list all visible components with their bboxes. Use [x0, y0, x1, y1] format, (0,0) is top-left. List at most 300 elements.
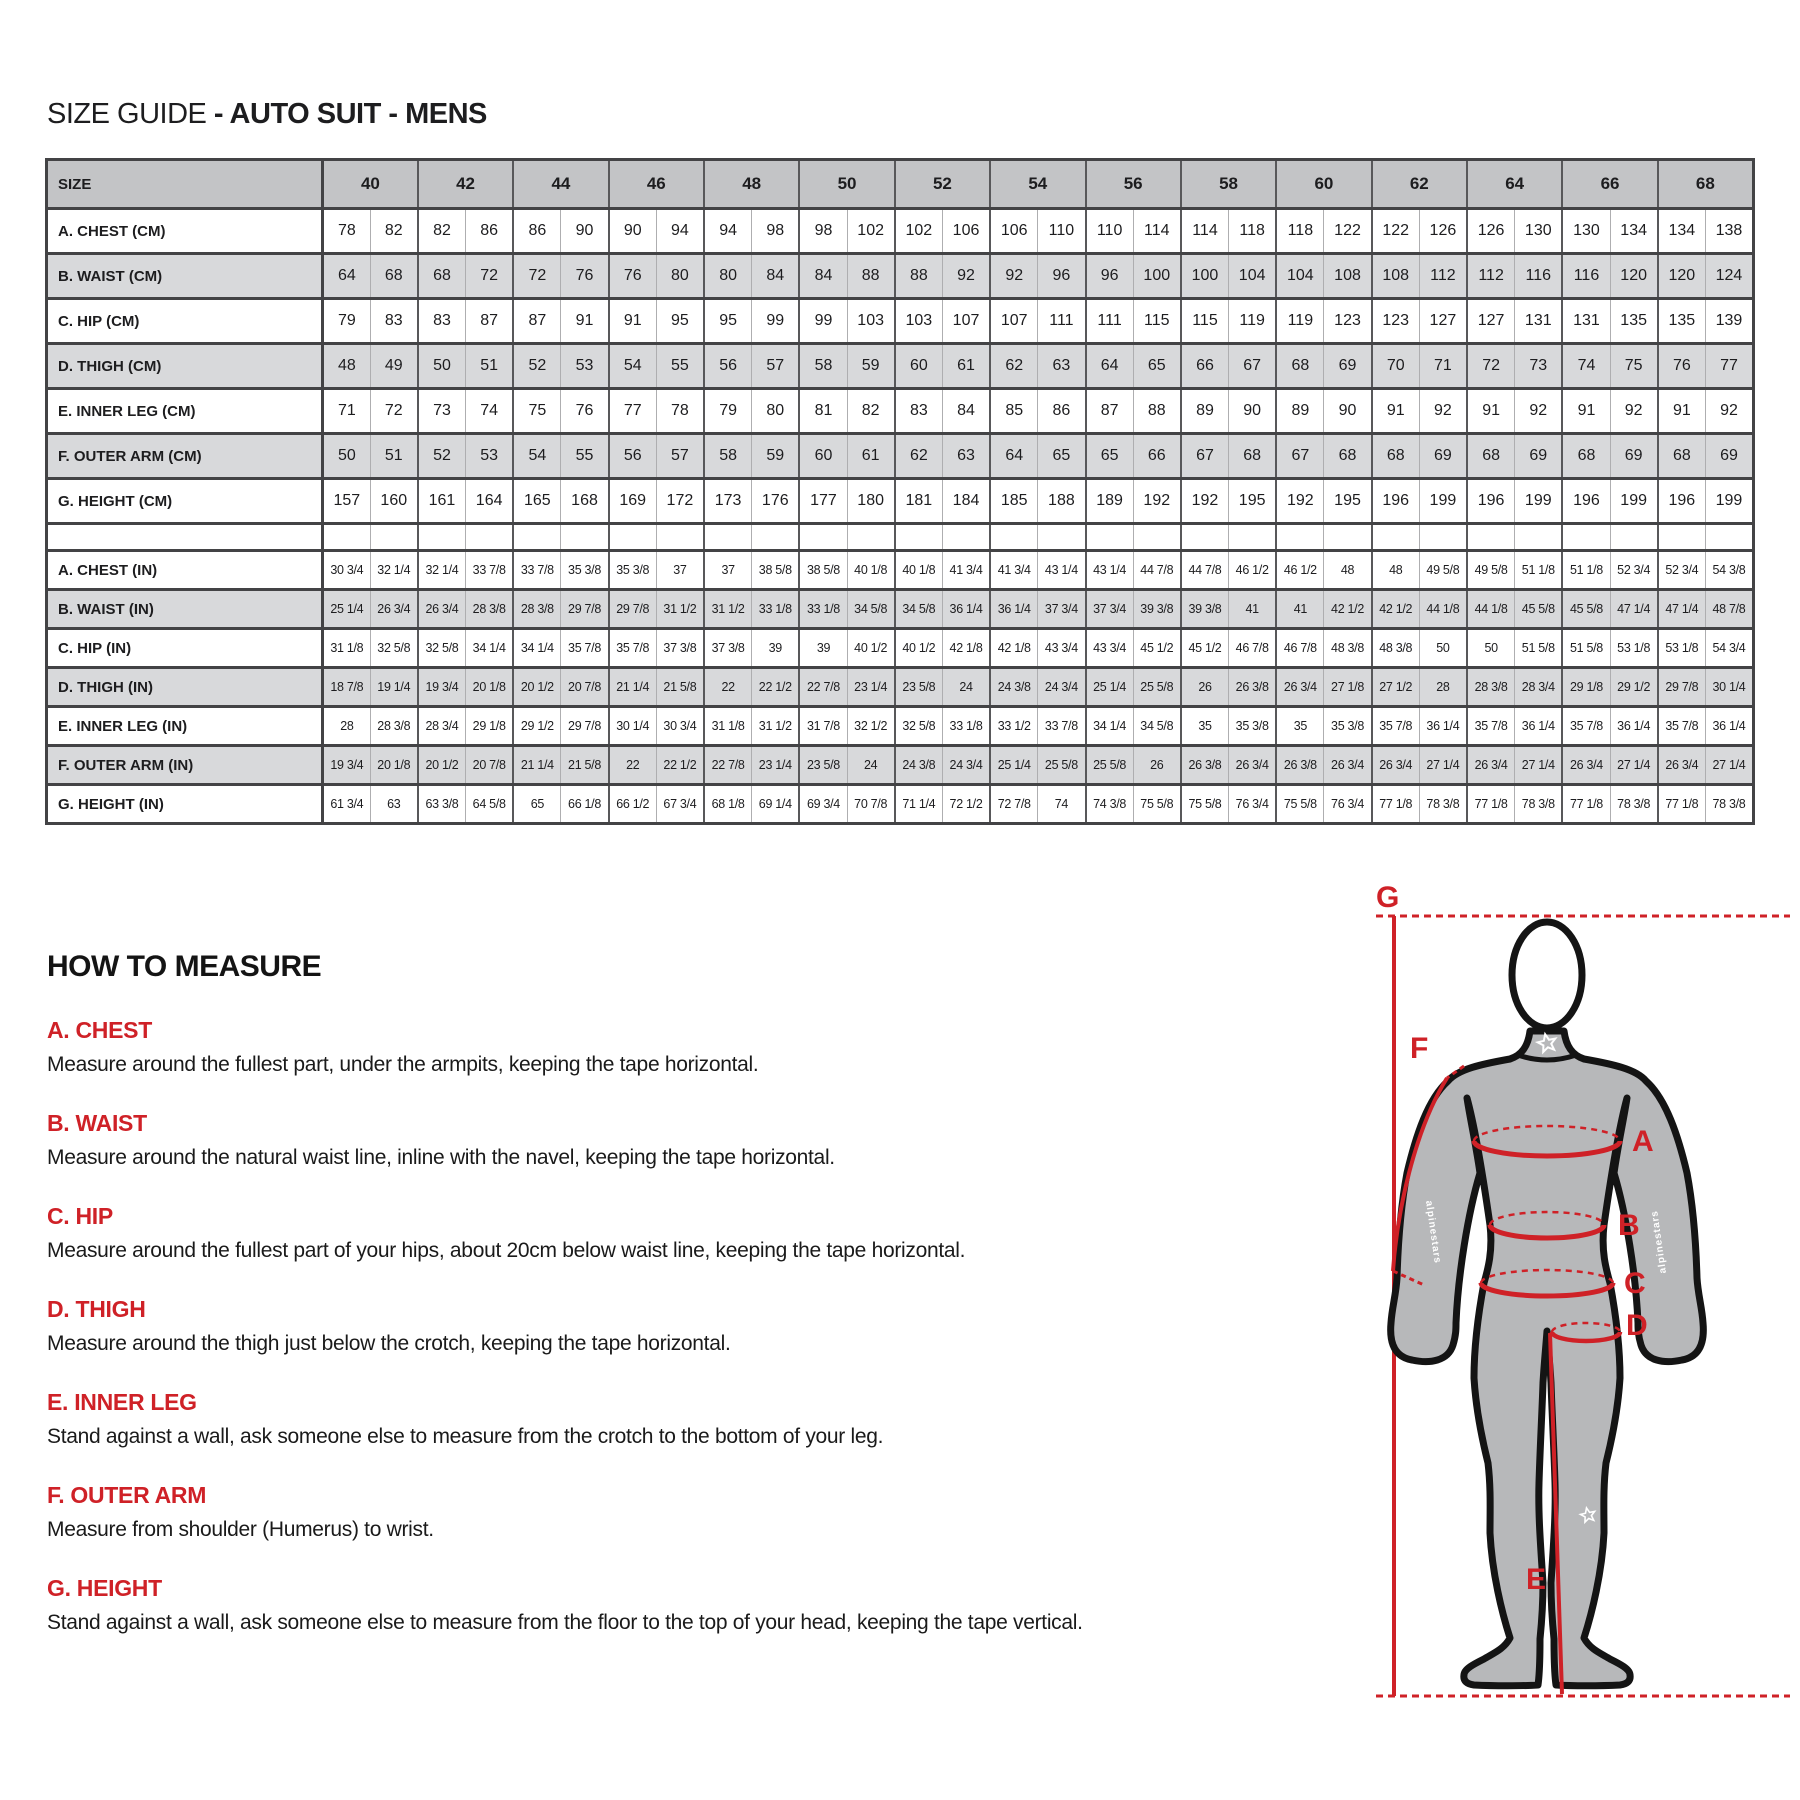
left-arm-logo-text: alpinestars — [1423, 1199, 1443, 1265]
size-value-cell: 59 — [847, 344, 895, 389]
size-value-cell: 54 — [513, 434, 561, 479]
size-value-cell: 131 — [1562, 299, 1610, 344]
size-value-cell: 68 — [1562, 434, 1610, 479]
size-value-cell: 35 3/8 — [609, 551, 657, 590]
size-value-cell: 68 — [1324, 434, 1372, 479]
body-diagram-svg — [1352, 883, 1800, 1800]
size-value-cell: 27 1/4 — [1610, 746, 1658, 785]
size-value-cell: 35 7/8 — [561, 629, 609, 668]
spacer-cell — [1467, 524, 1515, 551]
size-value-cell: 82 — [370, 209, 418, 254]
table-row — [47, 746, 1754, 785]
size-value-cell: 48 — [1324, 551, 1372, 590]
size-value-cell: 31 1/8 — [704, 707, 752, 746]
size-value-cell: 23 1/4 — [847, 668, 895, 707]
size-value-cell: 37 — [656, 551, 704, 590]
size-value-cell: 161 — [418, 479, 466, 524]
size-value-cell: 92 — [1515, 389, 1563, 434]
row-label: G. HEIGHT (CM) — [47, 479, 323, 524]
size-value-cell: 119 — [1276, 299, 1324, 344]
size-value-cell: 41 3/4 — [942, 551, 990, 590]
size-value-cell: 54 — [609, 344, 657, 389]
diagram-label-a: A — [1632, 1125, 1654, 1158]
head — [1512, 922, 1582, 1028]
measure-section-text: Measure around the fullest part, under the armpits, keeping the tape horizontal. — [47, 1053, 759, 1076]
size-value-cell: 35 3/8 — [1229, 707, 1277, 746]
size-value-cell: 84 — [752, 254, 800, 299]
size-value-cell: 111 — [1038, 299, 1086, 344]
size-value-cell: 77 — [609, 389, 657, 434]
size-value-cell: 39 3/8 — [1181, 590, 1229, 629]
size-value-cell: 25 1/4 — [323, 590, 371, 629]
size-value-cell: 39 — [799, 629, 847, 668]
size-value-cell: 82 — [847, 389, 895, 434]
size-value-cell: 21 1/4 — [609, 668, 657, 707]
size-value-cell: 29 7/8 — [609, 590, 657, 629]
row-label: B. WAIST (CM) — [47, 254, 323, 299]
size-value-cell: 115 — [1133, 299, 1181, 344]
table-row — [47, 590, 1754, 629]
size-value-cell: 45 1/2 — [1133, 629, 1181, 668]
size-value-cell: 65 — [1133, 344, 1181, 389]
size-value-cell: 196 — [1467, 479, 1515, 524]
spacer-cell — [1038, 524, 1086, 551]
size-value-cell: 108 — [1324, 254, 1372, 299]
size-value-cell: 21 5/8 — [561, 746, 609, 785]
size-value-cell: 188 — [1038, 479, 1086, 524]
size-value-cell: 26 3/4 — [1372, 746, 1420, 785]
size-value-cell: 20 1/2 — [513, 668, 561, 707]
size-value-cell: 58 — [799, 344, 847, 389]
size-value-cell: 37 3/8 — [656, 629, 704, 668]
size-col-header: 68 — [1658, 160, 1754, 209]
size-value-cell: 122 — [1372, 209, 1420, 254]
size-value-cell: 31 7/8 — [799, 707, 847, 746]
size-value-cell: 60 — [895, 344, 943, 389]
size-value-cell: 29 7/8 — [561, 590, 609, 629]
size-value-cell: 53 1/8 — [1658, 629, 1706, 668]
table-row — [47, 629, 1754, 668]
size-value-cell: 66 1/2 — [609, 785, 657, 824]
size-value-cell: 83 — [895, 389, 943, 434]
row-label: F. OUTER ARM (CM) — [47, 434, 323, 479]
size-value-cell: 90 — [609, 209, 657, 254]
spacer-cell — [1610, 524, 1658, 551]
size-value-cell: 30 1/4 — [609, 707, 657, 746]
how-to-measure-list — [47, 1017, 1197, 1635]
size-value-cell: 76 — [1658, 344, 1706, 389]
size-value-cell: 127 — [1419, 299, 1467, 344]
size-value-cell: 76 — [609, 254, 657, 299]
size-value-cell: 46 7/8 — [1229, 629, 1277, 668]
size-value-cell: 34 1/4 — [513, 629, 561, 668]
size-value-cell: 87 — [466, 299, 514, 344]
size-value-cell: 77 1/8 — [1658, 785, 1706, 824]
size-value-cell: 26 3/8 — [1229, 668, 1277, 707]
size-col-header: 58 — [1181, 160, 1276, 209]
size-value-cell: 67 3/4 — [656, 785, 704, 824]
measure-section-text: Measure around the fullest part of your hips, about 20cm below waist line, keeping the tape horizontal. — [47, 1239, 966, 1262]
size-value-cell: 83 — [370, 299, 418, 344]
size-value-cell: 76 — [561, 389, 609, 434]
size-value-cell: 63 — [942, 434, 990, 479]
size-value-cell: 47 1/4 — [1610, 590, 1658, 629]
row-label: D. THIGH (CM) — [47, 344, 323, 389]
size-value-cell: 84 — [942, 389, 990, 434]
size-value-cell: 106 — [942, 209, 990, 254]
size-value-cell: 36 1/4 — [942, 590, 990, 629]
size-value-cell: 69 — [1610, 434, 1658, 479]
size-value-cell: 33 7/8 — [466, 551, 514, 590]
measure-section-heading: A. CHEST — [47, 1017, 152, 1043]
size-col-header: 48 — [704, 160, 799, 209]
size-value-cell: 119 — [1229, 299, 1277, 344]
spacer-cell — [47, 524, 323, 551]
size-value-cell: 94 — [656, 209, 704, 254]
size-value-cell: 33 1/8 — [942, 707, 990, 746]
size-value-cell: 169 — [609, 479, 657, 524]
size-value-cell: 92 — [1705, 389, 1753, 434]
size-value-cell: 90 — [561, 209, 609, 254]
size-value-cell: 81 — [799, 389, 847, 434]
measure-section-heading: C. HIP — [47, 1203, 113, 1229]
size-value-cell: 131 — [1515, 299, 1563, 344]
table-row — [47, 299, 1754, 344]
size-value-cell: 75 — [1610, 344, 1658, 389]
diagram-label-f: F — [1410, 1032, 1429, 1065]
size-value-cell: 74 — [466, 389, 514, 434]
spacer-cell — [656, 524, 704, 551]
size-value-cell: 51 1/8 — [1562, 551, 1610, 590]
size-col-header: 66 — [1562, 160, 1657, 209]
size-value-cell: 35 — [1181, 707, 1229, 746]
size-value-cell: 104 — [1229, 254, 1277, 299]
spacer-cell — [1324, 524, 1372, 551]
size-value-cell: 40 1/8 — [847, 551, 895, 590]
size-col-header: 56 — [1086, 160, 1181, 209]
size-value-cell: 56 — [609, 434, 657, 479]
size-value-cell: 107 — [942, 299, 990, 344]
size-value-cell: 69 — [1705, 434, 1753, 479]
size-value-cell: 44 7/8 — [1133, 551, 1181, 590]
size-value-cell: 50 — [1419, 629, 1467, 668]
size-value-cell: 30 1/4 — [1705, 668, 1753, 707]
size-value-cell: 110 — [1086, 209, 1134, 254]
size-value-cell: 33 1/8 — [799, 590, 847, 629]
size-value-cell: 98 — [799, 209, 847, 254]
size-value-cell: 37 — [704, 551, 752, 590]
size-value-cell: 22 7/8 — [704, 746, 752, 785]
page-title-bold: - AUTO SUIT - MENS — [213, 98, 487, 130]
size-value-cell: 49 5/8 — [1467, 551, 1515, 590]
size-value-cell: 24 3/8 — [990, 668, 1038, 707]
size-value-cell: 70 7/8 — [847, 785, 895, 824]
size-value-cell: 54 3/8 — [1705, 551, 1753, 590]
size-value-cell: 28 3/4 — [1515, 668, 1563, 707]
table-row — [47, 479, 1754, 524]
size-value-cell: 95 — [656, 299, 704, 344]
size-value-cell: 59 — [752, 434, 800, 479]
size-value-cell: 72 — [466, 254, 514, 299]
measure-section-heading: E. INNER LEG — [47, 1389, 197, 1415]
size-value-cell: 22 — [704, 668, 752, 707]
size-value-cell: 68 — [1276, 344, 1324, 389]
size-value-cell: 21 5/8 — [656, 668, 704, 707]
size-col-header: 60 — [1276, 160, 1371, 209]
size-value-cell: 40 1/2 — [895, 629, 943, 668]
size-value-cell: 103 — [895, 299, 943, 344]
size-value-cell: 64 5/8 — [466, 785, 514, 824]
size-value-cell: 85 — [990, 389, 1038, 434]
size-value-cell: 34 5/8 — [1133, 707, 1181, 746]
size-value-cell: 32 5/8 — [370, 629, 418, 668]
size-value-cell: 40 1/8 — [895, 551, 943, 590]
size-value-cell: 36 1/4 — [990, 590, 1038, 629]
size-value-cell: 72 — [1467, 344, 1515, 389]
size-value-cell: 112 — [1467, 254, 1515, 299]
right-arm-logo-text: alpinestars — [1649, 1209, 1669, 1275]
size-value-cell: 94 — [704, 209, 752, 254]
size-col-header: 54 — [990, 160, 1085, 209]
row-label: B. WAIST (IN) — [47, 590, 323, 629]
size-value-cell: 52 3/4 — [1658, 551, 1706, 590]
size-value-cell: 86 — [1038, 389, 1086, 434]
size-value-cell: 34 5/8 — [895, 590, 943, 629]
size-value-cell: 123 — [1324, 299, 1372, 344]
row-label: F. OUTER ARM (IN) — [47, 746, 323, 785]
size-value-cell: 35 3/8 — [561, 551, 609, 590]
size-value-cell: 26 3/4 — [1658, 746, 1706, 785]
size-value-cell: 26 — [1181, 668, 1229, 707]
size-value-cell: 69 — [1419, 434, 1467, 479]
size-value-cell: 114 — [1181, 209, 1229, 254]
size-value-cell: 86 — [513, 209, 561, 254]
size-value-cell: 91 — [609, 299, 657, 344]
size-value-cell: 71 — [323, 389, 371, 434]
size-value-cell: 100 — [1181, 254, 1229, 299]
size-value-cell: 118 — [1229, 209, 1277, 254]
size-value-cell: 126 — [1419, 209, 1467, 254]
size-value-cell: 87 — [513, 299, 561, 344]
size-value-cell: 29 1/8 — [1562, 668, 1610, 707]
size-value-cell: 54 3/4 — [1705, 629, 1753, 668]
size-table — [45, 158, 1755, 825]
size-value-cell: 99 — [752, 299, 800, 344]
size-value-cell: 127 — [1467, 299, 1515, 344]
measure-section — [47, 1296, 1197, 1356]
size-value-cell: 61 — [942, 344, 990, 389]
size-value-cell: 28 — [1419, 668, 1467, 707]
size-value-cell: 90 — [1324, 389, 1372, 434]
size-value-cell: 25 1/4 — [1086, 668, 1134, 707]
size-value-cell: 51 5/8 — [1515, 629, 1563, 668]
size-value-cell: 68 1/8 — [704, 785, 752, 824]
size-value-cell: 199 — [1419, 479, 1467, 524]
size-col-header: 52 — [895, 160, 990, 209]
size-value-cell: 34 1/4 — [1086, 707, 1134, 746]
size-value-cell: 120 — [1658, 254, 1706, 299]
size-value-cell: 192 — [1276, 479, 1324, 524]
size-value-cell: 28 — [323, 707, 371, 746]
page-title — [47, 98, 487, 131]
size-col-header: 62 — [1372, 160, 1467, 209]
size-value-cell: 84 — [799, 254, 847, 299]
measure-section — [47, 1203, 1197, 1263]
size-value-cell: 42 1/8 — [942, 629, 990, 668]
how-to-measure-section — [47, 950, 1197, 1635]
size-value-cell: 89 — [1181, 389, 1229, 434]
size-value-cell: 43 3/4 — [1086, 629, 1134, 668]
size-value-cell: 29 1/8 — [466, 707, 514, 746]
size-value-cell: 41 — [1229, 590, 1277, 629]
row-label: D. THIGH (IN) — [47, 668, 323, 707]
spacer-cell — [561, 524, 609, 551]
size-value-cell: 36 1/4 — [1419, 707, 1467, 746]
size-value-cell: 69 3/4 — [799, 785, 847, 824]
size-value-cell: 180 — [847, 479, 895, 524]
row-label: C. HIP (IN) — [47, 629, 323, 668]
size-value-cell: 25 5/8 — [1038, 746, 1086, 785]
size-value-cell: 76 3/4 — [1324, 785, 1372, 824]
row-label: E. INNER LEG (IN) — [47, 707, 323, 746]
size-value-cell: 28 3/4 — [418, 707, 466, 746]
table-row — [47, 434, 1754, 479]
size-value-cell: 20 1/8 — [466, 668, 514, 707]
size-value-cell: 36 1/4 — [1705, 707, 1753, 746]
size-value-cell: 68 — [1372, 434, 1420, 479]
size-value-cell: 88 — [895, 254, 943, 299]
size-value-cell: 75 5/8 — [1133, 785, 1181, 824]
measure-section — [47, 1482, 1197, 1542]
size-value-cell: 135 — [1610, 299, 1658, 344]
size-value-cell: 43 3/4 — [1038, 629, 1086, 668]
size-value-cell: 37 3/4 — [1086, 590, 1134, 629]
size-value-cell: 46 1/2 — [1229, 551, 1277, 590]
size-value-cell: 102 — [847, 209, 895, 254]
measure-section-heading: B. WAIST — [47, 1110, 147, 1136]
size-value-cell: 116 — [1515, 254, 1563, 299]
table-row — [47, 209, 1754, 254]
size-value-cell: 45 1/2 — [1181, 629, 1229, 668]
size-value-cell: 114 — [1133, 209, 1181, 254]
size-value-cell: 192 — [1181, 479, 1229, 524]
size-value-cell: 32 5/8 — [418, 629, 466, 668]
spacer-cell — [466, 524, 514, 551]
size-value-cell: 62 — [990, 344, 1038, 389]
size-value-cell: 139 — [1705, 299, 1753, 344]
table-header-row — [47, 160, 1754, 209]
size-value-cell: 90 — [1229, 389, 1277, 434]
size-value-cell: 30 3/4 — [656, 707, 704, 746]
size-value-cell: 77 1/8 — [1372, 785, 1420, 824]
size-value-cell: 118 — [1276, 209, 1324, 254]
size-value-cell: 69 1/4 — [752, 785, 800, 824]
size-value-cell: 78 3/8 — [1419, 785, 1467, 824]
spacer-cell — [370, 524, 418, 551]
size-value-cell: 29 7/8 — [1658, 668, 1706, 707]
size-value-cell: 72 — [513, 254, 561, 299]
size-value-cell: 42 1/2 — [1372, 590, 1420, 629]
size-col-header: 50 — [799, 160, 894, 209]
size-col-header: 40 — [323, 160, 418, 209]
size-value-cell: 31 1/8 — [323, 629, 371, 668]
row-label: A. CHEST (CM) — [47, 209, 323, 254]
row-label: C. HIP (CM) — [47, 299, 323, 344]
size-value-cell: 46 1/2 — [1276, 551, 1324, 590]
size-value-cell: 135 — [1658, 299, 1706, 344]
size-value-cell: 111 — [1086, 299, 1134, 344]
spacer-row — [47, 524, 1754, 551]
size-value-cell: 20 7/8 — [466, 746, 514, 785]
measure-section-heading: G. HEIGHT — [47, 1575, 162, 1601]
measure-section-text: Stand against a wall, ask someone else to measure from the floor to the top of your head, keeping the tape vertical. — [47, 1611, 1083, 1634]
table-row — [47, 668, 1754, 707]
size-value-cell: 120 — [1610, 254, 1658, 299]
measure-section-text: Stand against a wall, ask someone else to measure from the crotch to the bottom of your leg. — [47, 1425, 884, 1448]
size-value-cell: 30 3/4 — [323, 551, 371, 590]
size-value-cell: 71 1/4 — [895, 785, 943, 824]
size-value-cell: 63 — [370, 785, 418, 824]
size-value-cell: 26 3/8 — [1181, 746, 1229, 785]
size-value-cell: 35 7/8 — [1658, 707, 1706, 746]
size-value-cell: 31 1/2 — [656, 590, 704, 629]
spacer-cell — [990, 524, 1038, 551]
size-value-cell: 57 — [656, 434, 704, 479]
spacer-cell — [1276, 524, 1324, 551]
size-value-cell: 65 — [1038, 434, 1086, 479]
size-value-cell: 51 5/8 — [1562, 629, 1610, 668]
spacer-cell — [942, 524, 990, 551]
size-value-cell: 112 — [1419, 254, 1467, 299]
size-value-cell: 62 — [895, 434, 943, 479]
size-value-cell: 52 — [513, 344, 561, 389]
size-value-cell: 35 — [1276, 707, 1324, 746]
size-value-cell: 55 — [561, 434, 609, 479]
size-value-cell: 27 1/8 — [1324, 668, 1372, 707]
size-value-cell: 176 — [752, 479, 800, 524]
size-value-cell: 49 5/8 — [1419, 551, 1467, 590]
diagram-label-e: E — [1526, 1563, 1547, 1596]
size-value-cell: 29 1/2 — [513, 707, 561, 746]
size-value-cell: 124 — [1705, 254, 1753, 299]
size-value-cell: 28 3/8 — [1467, 668, 1515, 707]
size-value-cell: 192 — [1133, 479, 1181, 524]
size-value-cell: 165 — [513, 479, 561, 524]
size-value-cell: 195 — [1229, 479, 1277, 524]
size-value-cell: 41 3/4 — [990, 551, 1038, 590]
size-value-cell: 75 5/8 — [1181, 785, 1229, 824]
size-value-cell: 67 — [1181, 434, 1229, 479]
size-value-cell: 35 7/8 — [1372, 707, 1420, 746]
spacer-cell — [609, 524, 657, 551]
table-row — [47, 551, 1754, 590]
size-value-cell: 80 — [704, 254, 752, 299]
size-value-cell: 103 — [847, 299, 895, 344]
size-value-cell: 100 — [1133, 254, 1181, 299]
size-value-cell: 44 7/8 — [1181, 551, 1229, 590]
spacer-cell — [1419, 524, 1467, 551]
size-value-cell: 75 — [513, 389, 561, 434]
size-value-cell: 64 — [323, 254, 371, 299]
size-value-cell: 50 — [323, 434, 371, 479]
size-value-cell: 19 3/4 — [418, 668, 466, 707]
size-value-cell: 29 1/2 — [1610, 668, 1658, 707]
size-value-cell: 49 — [370, 344, 418, 389]
size-value-cell: 92 — [942, 254, 990, 299]
size-value-cell: 104 — [1276, 254, 1324, 299]
size-value-cell: 37 3/8 — [704, 629, 752, 668]
diagram-label-c: C — [1624, 1267, 1646, 1300]
